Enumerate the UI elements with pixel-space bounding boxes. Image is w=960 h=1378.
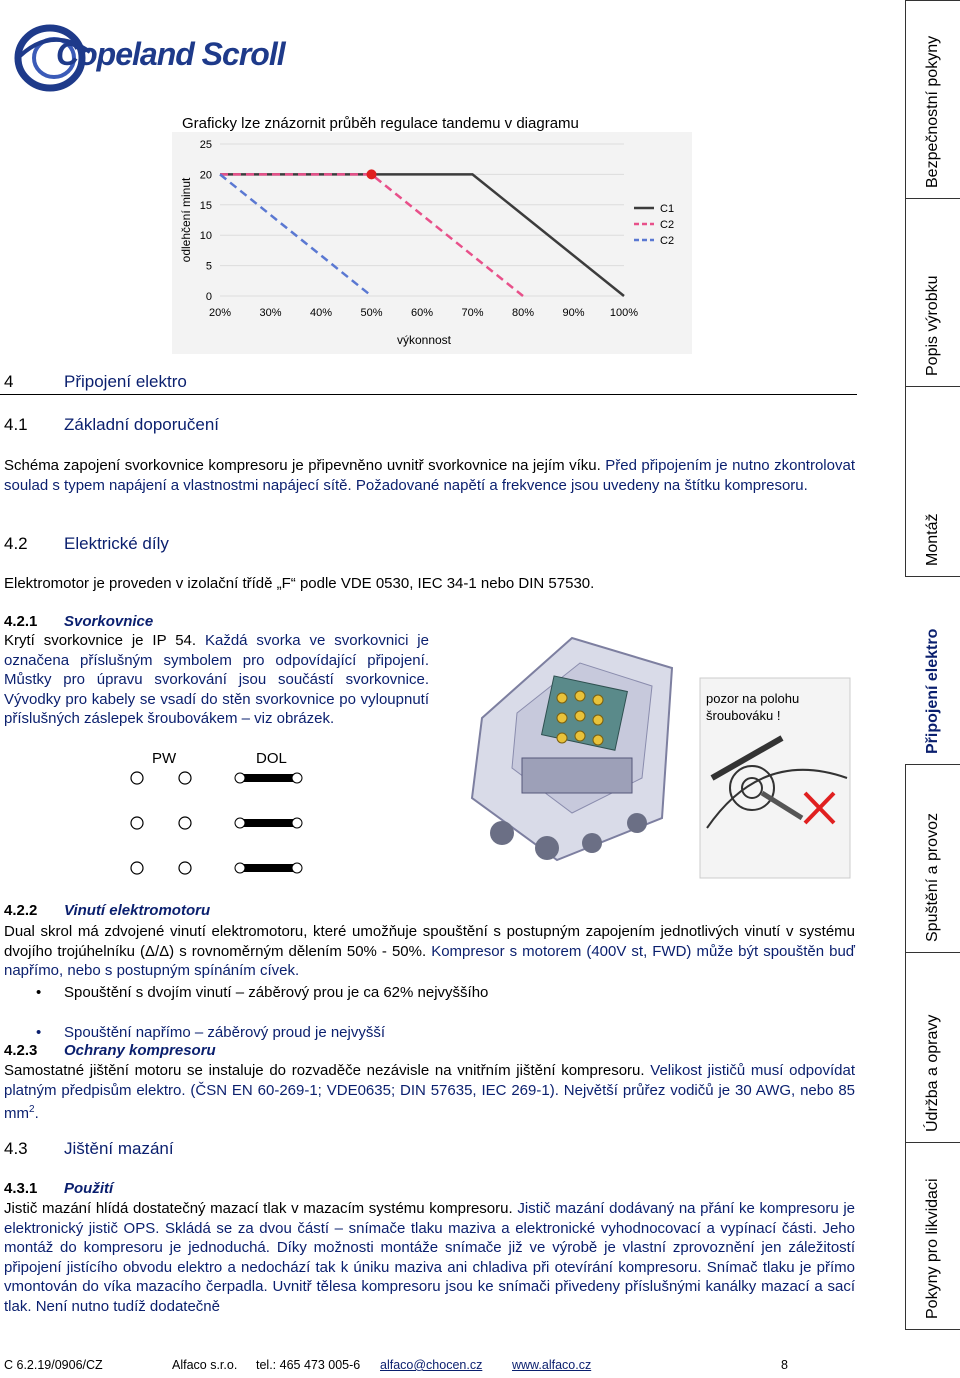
- s431-ph: Není nutno tudíž dodatečně: [35, 1297, 220, 1315]
- chart-svg: [172, 132, 692, 354]
- tab-montaz[interactable]: [905, 386, 960, 576]
- tab-label: Spuštění a provoz: [924, 813, 941, 942]
- regulation-chart: [172, 132, 692, 354]
- footer-page-number: 8: [781, 1358, 788, 1372]
- intro-text: Graficky lze znázornit průběh regulace tandemu v diagramu: [182, 115, 579, 132]
- terminal-box-svg: [462, 628, 854, 880]
- s431-pe: Díky možnosti montáže snímače již ve výrobě je vlastní zprovoznění jen záležitostí připojení jistícího obvodu elektro a nedochází tak k úniku maziva ani chladiva při otevírání kompresoru.: [4, 1239, 856, 1276]
- section-423-number: 4.2.3: [4, 1042, 38, 1059]
- footer-code: C 6.2.19/0906/CZ: [4, 1358, 103, 1372]
- tab-label: Připojení elektro: [923, 628, 941, 754]
- x-tick-label: 60%: [410, 307, 434, 319]
- section-422-heading: [4, 902, 210, 919]
- s422-pa: Dual skrol má zdvojené vinutí elektromotoru, které umožňuje spouštění s postupným zapojením jednotlivých vinutí v systému dvojího trojúhelníku (Δ/Δ) s rovnoměrným dělením 50% - 50%.: [4, 923, 855, 960]
- section-422-paragraph: [4, 922, 855, 981]
- pw-dol-diagram: [120, 748, 320, 878]
- section-422-number: 4.2.2: [4, 902, 38, 919]
- s431-pc: Skládá se za dvou částí – snímače tlaku maziva a elektronické vyhodnocovací a vypínací části.: [164, 1219, 817, 1237]
- section-4-number: 4: [4, 372, 14, 391]
- section-42-title: Elektrické díly: [64, 534, 169, 553]
- s431-pd: Jeho montáž do kompresoru je jednoduchá.: [4, 1219, 855, 1256]
- section-43-heading: [4, 1139, 174, 1159]
- tab-spusteni-a-provoz[interactable]: [905, 764, 960, 952]
- chapter-tabs: [905, 0, 960, 1330]
- section-422-title: Vinutí elektromotoru: [64, 902, 211, 919]
- dol-label: DOL: [256, 750, 287, 767]
- y-axis-label: odlehčení minut: [179, 177, 193, 263]
- bullet-item: • Spouštění s dvojím vinutí – záběrový prou je ca 62% nejvyššího: [4, 983, 855, 1003]
- section-43-title: Jištění mazání: [64, 1139, 174, 1158]
- x-tick-label: 50%: [360, 307, 383, 319]
- section-4-title: Připojení elektro: [64, 372, 187, 391]
- s431-pb: Jistič mazání dodávaný na přání ke kompresoru je elektronický jistič OPS.: [4, 1200, 855, 1237]
- s421-pa: Krytí svorkovnice je IP 54.: [4, 632, 197, 649]
- s41-p1b: Před připojením je nutno zkontrolovat soulad s typem napájení a vlastnostmi napájecí sítě.: [4, 457, 855, 494]
- s423-end: .: [34, 1105, 39, 1122]
- tab-udrzba-a-opravy[interactable]: [905, 952, 960, 1142]
- footer-web-link[interactable]: www.alfaco.cz: [512, 1358, 592, 1372]
- x-tick-label: 80%: [511, 307, 535, 319]
- y-tick-label: 20: [199, 169, 212, 182]
- section-421-heading: [4, 613, 153, 630]
- section-4-heading: [4, 372, 854, 392]
- s41-p1a: Schéma zapojení svorkovnice kompresoru je připevněno uvnitř svorkovnice na jejím víku.: [4, 457, 601, 474]
- section-42-paragraph: Elektromotor je proveden v izolační třídě „F“ podle VDE 0530, IEC 34-1 nebo DIN 57530.: [4, 575, 595, 592]
- s431-pg: Uvnitř tělesa kompresoru jsou ke snímači přivedeny příslušnými kanálky mazací a sací tlak.: [4, 1278, 856, 1315]
- terminal-box-illustration: [462, 628, 854, 880]
- section-431-heading: [4, 1180, 113, 1197]
- terminal-links-svg: [120, 748, 320, 878]
- x-tick-label: 90%: [562, 307, 585, 319]
- y-tick-label: 15: [199, 199, 212, 212]
- section-421-title: Svorkovnice: [64, 613, 154, 630]
- y-tick-label: 0: [205, 291, 212, 303]
- s421-pd: Vývodky pro kabely se vsadí do stěn svorkovnice po vyloupnutí příslušných záslepek šroubovákem – viz obrázek.: [4, 690, 429, 727]
- s422-pb: Kompresor s motorem (400V st, FWD) může být spouštěn buď napřímo, nebo s postupným spínáním cívek.: [4, 942, 856, 979]
- tab-pokyny-pro-likvidaci[interactable]: [905, 1142, 960, 1330]
- footer-email-link[interactable]: alfaco@chocen.cz: [380, 1358, 483, 1372]
- section-423-paragraph: [4, 1061, 855, 1124]
- legend-label: C2: [660, 235, 675, 247]
- section-431-title: Použití: [64, 1180, 114, 1197]
- s423-pb: Velikost jističů musí odpovídat platným předpisům elektro. (ČSN EN 60-269-1; VDE0635; DIN 57635, IEC 269-1).: [4, 1062, 855, 1099]
- footer-tel: tel.: 465 473 005-6: [256, 1358, 361, 1372]
- x-tick-label: 30%: [259, 307, 282, 319]
- s421-pc: Můstky pro úpravu svorkování jsou součástí svorkovnice.: [4, 671, 429, 688]
- section-423-title: Ochrany kompresoru: [64, 1042, 216, 1059]
- tab-label: Popis výrobku: [924, 275, 941, 376]
- section-43-number: 4.3: [4, 1139, 28, 1158]
- y-tick-label: 5: [205, 260, 212, 273]
- logo-text: Copeland Scroll: [56, 36, 285, 72]
- tab-label: Údržba a opravy: [924, 1014, 941, 1132]
- y-tick-label: 25: [199, 139, 212, 151]
- legend-label: C2: [660, 219, 675, 231]
- pw-label: PW: [152, 750, 177, 767]
- warning-note: pozor na polohu šroubováku !: [706, 691, 800, 723]
- section-421-paragraph: [4, 631, 429, 729]
- section-421-number: 4.2.1: [4, 613, 38, 630]
- tab-popis-vyrobku[interactable]: [905, 198, 960, 386]
- section-4-rule: [0, 394, 857, 395]
- s423-pa: Samostatné jištění motoru se instaluje do rozvaděče nezávisle na vnitřním jištění kompresoru.: [4, 1062, 645, 1079]
- copeland-logo: [10, 14, 315, 94]
- tab-pripojeni-elektro[interactable]: [905, 576, 960, 764]
- y-tick-label: 10: [199, 230, 212, 243]
- s423-sup: 2: [29, 1104, 35, 1115]
- s423-pc: Největší průřez vodičů je 30 AWG, nebo 85 mm: [4, 1081, 856, 1122]
- data-point-marker: [367, 169, 377, 179]
- tab-bezpecnostni-pokyny[interactable]: [905, 0, 960, 198]
- section-41-heading: [4, 415, 219, 435]
- s431-pa: Jistič mazání hlídá dostatečný mazací tlak v mazacím systému kompresoru.: [4, 1200, 513, 1217]
- plot-area: [220, 144, 624, 296]
- x-tick-label: 100%: [609, 307, 639, 319]
- tab-label: Bezpečnostní pokyny: [924, 35, 941, 188]
- section-42-number: 4.2: [4, 534, 28, 553]
- tab-label: Montáž: [924, 513, 941, 566]
- section-423-heading: [4, 1042, 216, 1059]
- footer-company: Alfaco s.r.o.: [172, 1358, 238, 1372]
- section-41-number: 4.1: [4, 415, 28, 434]
- section-431-paragraph: [4, 1199, 855, 1316]
- section-42-heading: [4, 534, 169, 554]
- s421-pb: Každá svorka ve svorkovnici je označena příslušným symbolem pro odpovídající připojení.: [4, 632, 429, 669]
- section-41-paragraph: [4, 456, 855, 495]
- section-431-number: 4.3.1: [4, 1180, 38, 1197]
- bullet-item: • Spouštění napřímo – záběrový proud je nejvyšší: [4, 1023, 855, 1043]
- x-tick-label: 70%: [461, 307, 484, 319]
- s41-p1c: Požadované napětí a frekvence jsou uvedeny na štítku kompresoru.: [355, 476, 808, 494]
- tab-label: Pokyny pro likvidaci: [924, 1178, 941, 1319]
- legend-label: C1: [660, 203, 675, 215]
- s431-pf: Snímač tlaku je přímo vmontován do víka mazacího čerpadla.: [4, 1258, 855, 1295]
- section-41-title: Základní doporučení: [64, 415, 219, 434]
- x-axis-label: výkonnost: [396, 333, 452, 347]
- x-tick-label: 40%: [309, 307, 333, 319]
- x-tick-label: 20%: [208, 307, 232, 319]
